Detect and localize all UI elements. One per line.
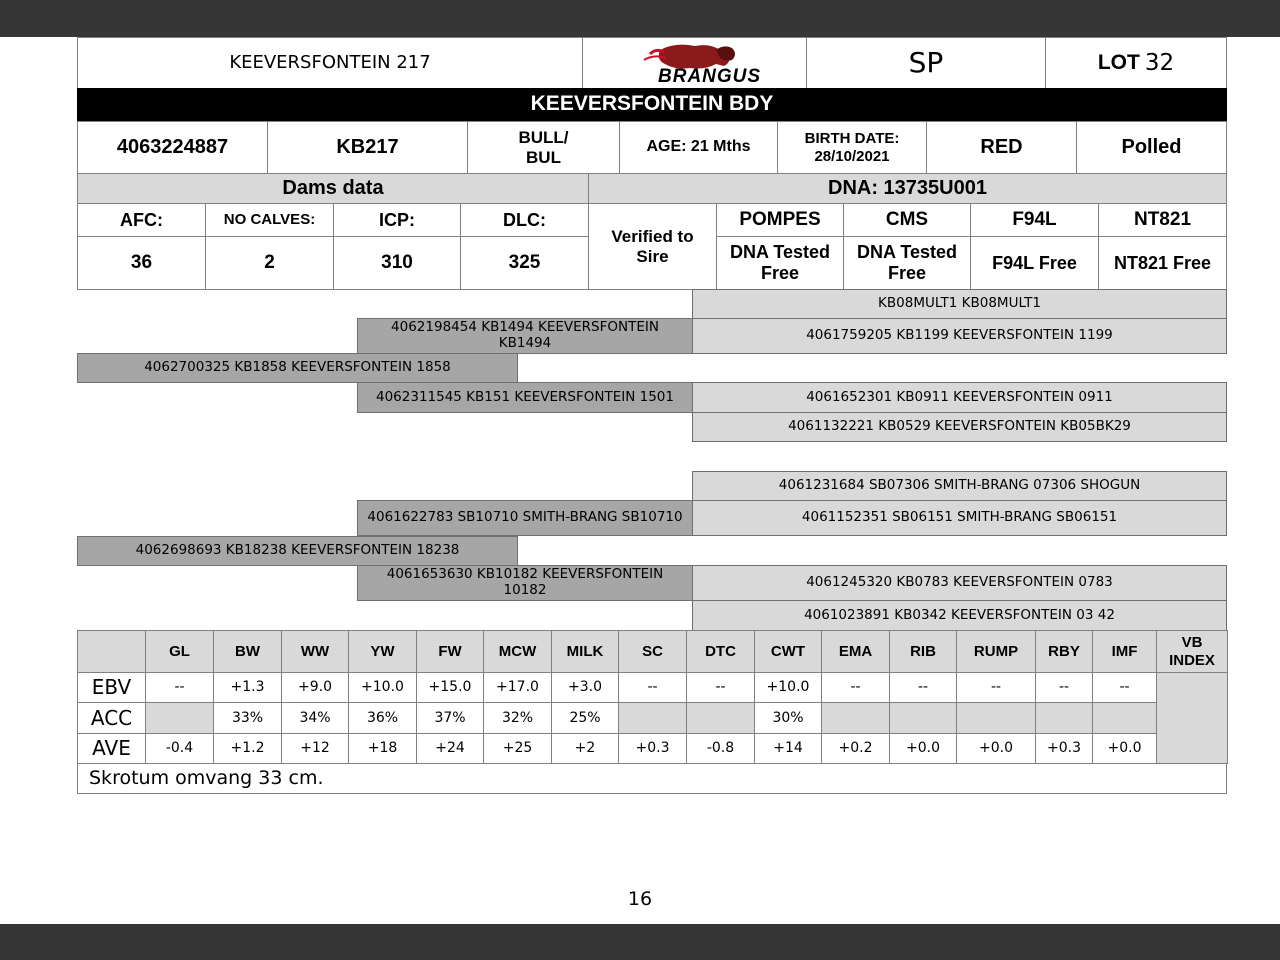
horn-status: Polled <box>1076 121 1227 174</box>
ebv-cell-ebv-milk: +3.0 <box>551 672 619 703</box>
vb-index-value <box>1156 672 1228 764</box>
ebv-col-header-sc: SC <box>618 630 687 673</box>
pedigree-dam: 4062698693 KB18238 KEEVERSFONTEIN 18238 <box>77 536 518 566</box>
pedigree-dam-dam: 4061653630 KB10182 KEEVERSFONTEIN 10182 <box>357 565 693 601</box>
ebv-cell-ebv-rib: -- <box>889 672 957 703</box>
ebv-col-header-dtc: DTC <box>686 630 755 673</box>
verified-to-sire: Verified to Sire <box>588 203 717 290</box>
bull-logo-icon <box>620 40 770 86</box>
pedigree-sire-dam: 4062311545 KB151 KEEVERSFONTEIN 1501 <box>357 382 693 413</box>
afc-header: AFC: <box>77 203 206 237</box>
pompes-header: POMPES <box>716 203 844 237</box>
birth-date: 28/10/2021 <box>814 147 890 165</box>
ebv-cell-ave-milk: +2 <box>551 733 619 764</box>
ebv-cell-acc-sc <box>618 702 687 734</box>
ebv-cell-acc-dtc <box>686 702 755 734</box>
cms-header: CMS <box>843 203 971 237</box>
nt821-header: NT821 <box>1098 203 1227 237</box>
ebv-cell-ebv-fw: +15.0 <box>416 672 484 703</box>
ebv-cell-acc-gl <box>145 702 214 734</box>
ebv-cell-acc-ema <box>821 702 890 734</box>
lot-cell <box>1045 37 1227 89</box>
dna-title: DNA: 13735U001 <box>588 173 1227 204</box>
ebv-cell-acc-ww: 34% <box>281 702 349 734</box>
comment: Skrotum omvang 33 cm. <box>77 763 1227 794</box>
page-title: KEEVERSFONTEIN BDY <box>77 88 1227 121</box>
pedigree-sd-dam: 4061132221 KB0529 KEEVERSFONTEIN KB05BK29 <box>692 412 1227 442</box>
ebv-cell-ave-rib: +0.0 <box>889 733 957 764</box>
ebv-cell-ave-ema: +0.2 <box>821 733 890 764</box>
f94l-header: F94L <box>970 203 1099 237</box>
ebv-cell-ave-rump: +0.0 <box>956 733 1036 764</box>
cms-value: DNA Tested Free <box>843 236 971 290</box>
ebv-cell-ebv-rump: -- <box>956 672 1036 703</box>
birth-date-label: BIRTH DATE: <box>804 130 900 148</box>
lot-label: LOT <box>1097 50 1140 74</box>
ebv-cell-ave-sc: +0.3 <box>618 733 687 764</box>
lot-number: 32 <box>1144 49 1175 76</box>
brangus-logo <box>582 37 807 89</box>
dlc-value: 325 <box>460 236 589 290</box>
f94l-value: F94L Free <box>970 236 1099 290</box>
ebv-cell-ebv-ww: +9.0 <box>281 672 349 703</box>
ebv-cell-ave-ww: +12 <box>281 733 349 764</box>
page-number: 16 <box>627 888 653 910</box>
pompes-value: DNA Tested Free <box>716 236 844 290</box>
ebv-col-header-rump: RUMP <box>956 630 1036 673</box>
pedigree-sire: 4062700325 KB1858 KEEVERSFONTEIN 1858 <box>77 353 518 383</box>
ebv-cell-acc-bw: 33% <box>213 702 282 734</box>
ebv-cell-acc-rib <box>889 702 957 734</box>
ebv-col-header-bw: BW <box>213 630 282 673</box>
ebv-corner-cell <box>77 630 146 673</box>
ebv-cell-ave-cwt: +14 <box>754 733 822 764</box>
pedigree-sd-sire: 4061652301 KB0911 KEEVERSFONTEIN 0911 <box>692 382 1227 413</box>
pedigree-sire-sire: 4062198454 KB1494 KEEVERSFONTEIN KB1494 <box>357 318 693 354</box>
sex-line2: BUL <box>526 147 561 167</box>
ebv-cell-ave-imf: +0.0 <box>1092 733 1157 764</box>
birth-date-cell <box>777 121 927 174</box>
ebv-cell-ave-gl: -0.4 <box>145 733 214 764</box>
ebv-col-header-ema: EMA <box>821 630 890 673</box>
pedigree-dd-dam: 4061023891 KB0342 KEEVERSFONTEIN 03 42 <box>692 600 1227 631</box>
ebv-row-label-ebv: EBV <box>77 672 146 703</box>
ebv-cell-ebv-ema: -- <box>821 672 890 703</box>
logo-text: BRANGUS <box>657 66 761 86</box>
category: SP <box>806 37 1046 89</box>
ebv-cell-acc-imf <box>1092 702 1157 734</box>
ebv-col-header-rib: RIB <box>889 630 957 673</box>
ebv-cell-ebv-gl: -- <box>145 672 214 703</box>
age: AGE: 21 Mths <box>619 121 778 174</box>
ebv-row-label-acc: ACC <box>77 702 146 734</box>
ebv-cell-acc-fw: 37% <box>416 702 484 734</box>
ebv-cell-acc-mcw: 32% <box>483 702 552 734</box>
dams-data-title: Dams data <box>77 173 589 204</box>
pedigree-ss-sire: KB08MULT1 KB08MULT1 <box>692 289 1227 319</box>
ebv-cell-acc-yw: 36% <box>348 702 417 734</box>
tag-number: KB217 <box>267 121 468 174</box>
ebv-cell-ave-dtc: -0.8 <box>686 733 755 764</box>
afc-value: 36 <box>77 236 206 290</box>
ebv-col-header-milk: MILK <box>551 630 619 673</box>
ebv-col-header-imf: IMF <box>1092 630 1157 673</box>
ebv-col-header-ww: WW <box>281 630 349 673</box>
ebv-row-label-ave: AVE <box>77 733 146 764</box>
ebv-cell-ave-bw: +1.2 <box>213 733 282 764</box>
colour: RED <box>926 121 1077 174</box>
ebv-cell-ebv-sc: -- <box>618 672 687 703</box>
pedigree-ds-sire: 4061231684 SB07306 SMITH-BRANG 07306 SHOGUN <box>692 471 1227 501</box>
ebv-col-header-fw: FW <box>416 630 484 673</box>
ebv-cell-acc-milk: 25% <box>551 702 619 734</box>
reg-number: 4063224887 <box>77 121 268 174</box>
ebv-cell-ave-yw: +18 <box>348 733 417 764</box>
viewer-top-bar <box>0 0 1280 37</box>
pedigree-ds-dam: 4061152351 SB06151 SMITH-BRANG SB06151 <box>692 500 1227 536</box>
ebv-col-header-cwt: CWT <box>754 630 822 673</box>
ebv-col-header-gl: GL <box>145 630 214 673</box>
icp-value: 310 <box>333 236 461 290</box>
ebv-cell-ebv-imf: -- <box>1092 672 1157 703</box>
ebv-cell-ave-rby: +0.3 <box>1035 733 1093 764</box>
ebv-cell-acc-rump <box>956 702 1036 734</box>
pedigree-dam-sire: 4061622783 SB10710 SMITH-BRANG SB10710 <box>357 500 693 536</box>
ebv-cell-ebv-dtc: -- <box>686 672 755 703</box>
sex-cell <box>467 121 620 174</box>
ebv-cell-ebv-yw: +10.0 <box>348 672 417 703</box>
pedigree-ss-dam: 4061759205 KB1199 KEEVERSFONTEIN 1199 <box>692 318 1227 354</box>
vb-index-header: VB INDEX <box>1156 630 1228 673</box>
no-calves-header: NO CALVES: <box>205 203 334 237</box>
ebv-cell-ebv-bw: +1.3 <box>213 672 282 703</box>
ebv-cell-ave-fw: +24 <box>416 733 484 764</box>
nt821-value: NT821 Free <box>1098 236 1227 290</box>
pedigree-dd-sire: 4061245320 KB0783 KEEVERSFONTEIN 0783 <box>692 565 1227 601</box>
no-calves-value: 2 <box>205 236 334 290</box>
ebv-col-header-mcw: MCW <box>483 630 552 673</box>
icp-header: ICP: <box>333 203 461 237</box>
ebv-cell-acc-cwt: 30% <box>754 702 822 734</box>
viewer-bottom-bar <box>0 924 1280 960</box>
ebv-col-header-rby: RBY <box>1035 630 1093 673</box>
animal-name: KEEVERSFONTEIN 217 <box>77 37 583 89</box>
ebv-cell-ave-mcw: +25 <box>483 733 552 764</box>
ebv-cell-ebv-rby: -- <box>1035 672 1093 703</box>
dlc-header: DLC: <box>460 203 589 237</box>
ebv-cell-ebv-cwt: +10.0 <box>754 672 822 703</box>
ebv-cell-ebv-mcw: +17.0 <box>483 672 552 703</box>
ebv-cell-acc-rby <box>1035 702 1093 734</box>
sex-line1: BULL/ <box>518 127 569 147</box>
ebv-col-header-yw: YW <box>348 630 417 673</box>
